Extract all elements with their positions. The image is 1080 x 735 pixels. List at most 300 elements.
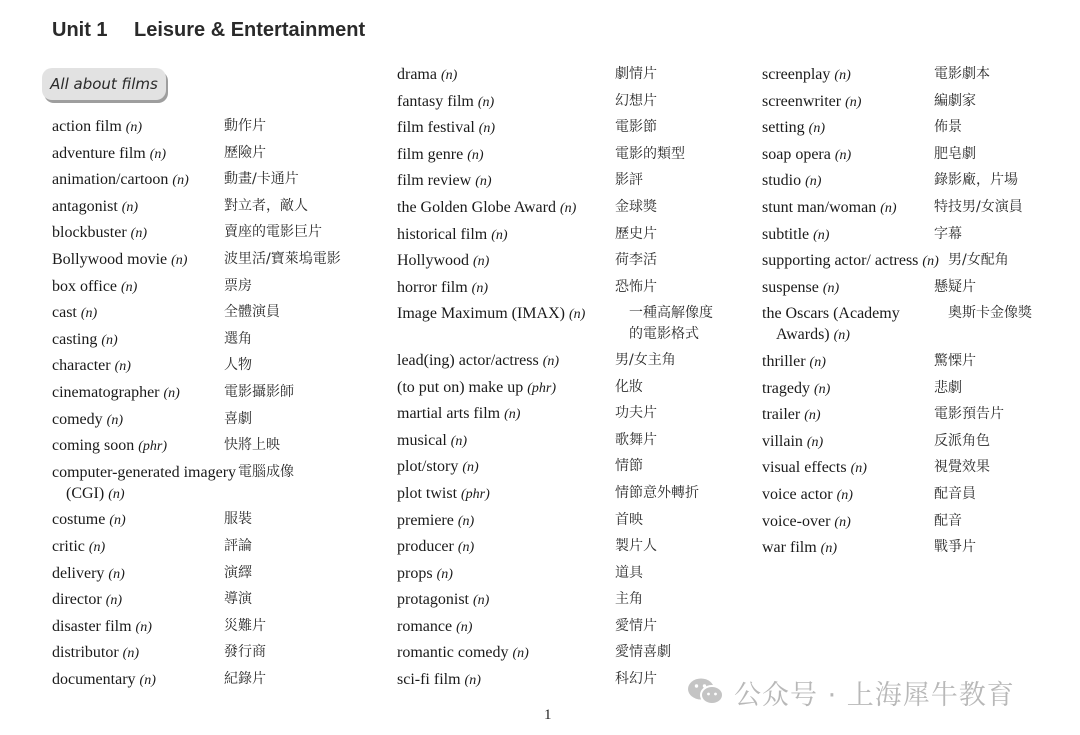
vocab-entry — [762, 170, 1032, 192]
vocab-term — [397, 430, 615, 452]
term-text: Bollywood movie — [52, 250, 168, 268]
term-text: plot/story — [397, 458, 459, 476]
chinese-translation: 幻想片 — [615, 92, 657, 109]
chinese-translation: 特技男/女演員 — [934, 198, 1023, 215]
vocab-term — [397, 642, 615, 664]
vocab-entry — [762, 250, 1032, 272]
vocab-term — [762, 224, 934, 246]
vocab-entry — [397, 350, 725, 372]
vocab-term — [52, 222, 224, 244]
chinese-translation: 歷史片 — [615, 225, 657, 242]
vocab-entry — [397, 669, 725, 691]
vocab-entry — [397, 377, 725, 399]
chinese-translation: 製片人 — [615, 538, 657, 555]
vocab-entry — [397, 536, 725, 558]
part-of-speech: (n) — [467, 147, 484, 163]
part-of-speech: (n) — [491, 227, 508, 243]
term-text: protagonist — [397, 591, 469, 609]
vocab-entry — [52, 642, 341, 664]
term-text: voice-over — [762, 512, 831, 530]
vocab-term — [52, 589, 224, 611]
vocab-term — [762, 250, 948, 272]
chinese-translation: 科幻片 — [615, 671, 657, 688]
vocab-entry — [52, 382, 341, 404]
vocab-term — [397, 197, 615, 219]
term-text: the Oscars (Academy Awards) — [762, 305, 900, 344]
term-text: villain — [762, 432, 803, 450]
part-of-speech: (n) — [105, 593, 123, 609]
part-of-speech: (n) — [542, 353, 560, 369]
chinese-translation: 服裝 — [224, 511, 252, 528]
vocab-entry — [397, 510, 725, 532]
part-of-speech: (n) — [80, 306, 98, 322]
vocab-term — [397, 403, 615, 425]
term-text: film festival — [397, 119, 475, 137]
vocab-entry — [52, 355, 341, 377]
part-of-speech: (n) — [130, 226, 147, 242]
vocab-term — [52, 462, 238, 505]
vocab-entry — [397, 303, 725, 345]
vocab-entry — [762, 457, 1032, 479]
vocab-term — [52, 355, 224, 377]
part-of-speech: (n) — [122, 646, 139, 662]
term-text: (to put on) make up — [397, 378, 524, 396]
term-text: box office — [52, 277, 118, 295]
vocab-term — [762, 404, 934, 426]
chinese-translation: 配音 — [934, 512, 962, 529]
chinese-translation: 化妝 — [615, 378, 643, 395]
vocab-entry — [52, 409, 341, 431]
vocab-entry — [762, 277, 1032, 299]
term-text: antagonist — [52, 197, 118, 215]
vocab-term — [52, 509, 224, 531]
vocab-entry — [397, 64, 725, 86]
vocab-term — [762, 91, 934, 113]
vocab-entry — [397, 144, 725, 166]
chinese-translation: 驚慄片 — [934, 352, 976, 369]
part-of-speech: (n) — [477, 94, 495, 110]
part-of-speech: (n) — [809, 354, 826, 370]
vocab-term — [762, 431, 934, 453]
vocab-term — [397, 64, 615, 86]
part-of-speech: (n) — [108, 566, 125, 582]
vocab-term — [762, 170, 934, 192]
chinese-translation: 對立者，敵人 — [224, 197, 308, 214]
part-of-speech: (n) — [106, 412, 123, 428]
part-of-speech: (n) — [845, 94, 862, 110]
part-of-speech: (n) — [512, 646, 529, 662]
part-of-speech: (n) — [836, 487, 853, 503]
vocab-entry — [397, 170, 725, 192]
vocab-column-1 — [52, 116, 341, 695]
unit-number: Unit 1 — [52, 18, 108, 41]
vocab-term — [397, 91, 615, 113]
vocab-entry — [397, 277, 725, 299]
part-of-speech: (n) — [475, 174, 492, 190]
vocab-term — [762, 511, 934, 533]
term-text: drama — [397, 66, 437, 83]
vocab-term — [397, 117, 615, 139]
term-text: film review — [397, 172, 472, 190]
term-text: fantasy film — [397, 92, 474, 110]
chinese-translation: 情節意外轉折 — [615, 484, 699, 501]
chinese-translation: 喜劇 — [224, 410, 252, 427]
chinese-translation: 紀錄片 — [224, 670, 266, 687]
term-text: premiere — [397, 511, 454, 529]
vocab-term — [397, 510, 615, 532]
term-text: blockbuster — [52, 224, 127, 242]
vocab-entry — [762, 91, 1032, 113]
chinese-translation: 票房 — [224, 277, 252, 294]
part-of-speech: (n) — [456, 619, 473, 635]
part-of-speech: (n) — [473, 254, 490, 270]
term-text: action film — [52, 118, 122, 135]
chinese-translation: 主角 — [615, 591, 643, 608]
vocab-entry — [52, 589, 341, 611]
term-text: romance — [397, 617, 453, 635]
part-of-speech: (n) — [806, 434, 824, 450]
part-of-speech: (phr) — [461, 486, 490, 502]
vocab-entry — [762, 224, 1032, 246]
part-of-speech: (n) — [834, 68, 851, 83]
term-text: subtitle — [762, 225, 810, 243]
vocab-entry — [762, 144, 1032, 166]
chinese-translation: 電影攝影師 — [224, 383, 294, 400]
part-of-speech: (n) — [101, 332, 118, 348]
term-text: screenwriter — [762, 92, 842, 110]
vocab-term — [52, 169, 224, 191]
vocab-column-3 — [762, 64, 1032, 564]
chinese-translation: 情節 — [615, 458, 643, 475]
part-of-speech: (n) — [139, 672, 156, 688]
chinese-translation: 奧斯卡金像獎 — [948, 305, 1032, 322]
vocab-entry — [52, 536, 341, 558]
part-of-speech: (n) — [471, 280, 488, 296]
vocab-term — [762, 351, 934, 373]
term-text: plot twist — [397, 484, 458, 502]
chinese-translation: 評論 — [224, 537, 252, 554]
vocab-term — [397, 377, 615, 399]
term-text: props — [397, 564, 433, 582]
vocab-term — [397, 144, 615, 166]
term-text: soap opera — [762, 145, 831, 163]
vocab-entry — [52, 563, 341, 585]
vocab-term — [762, 197, 934, 219]
vocab-entry — [52, 276, 341, 298]
vocab-term — [397, 456, 615, 478]
part-of-speech: (n) — [808, 121, 825, 137]
vocab-term — [762, 117, 934, 139]
term-text: delivery — [52, 564, 105, 582]
vocab-entry — [397, 589, 725, 611]
part-of-speech: (n) — [568, 307, 586, 323]
vocab-term — [762, 144, 934, 166]
vocab-term — [52, 116, 224, 138]
chinese-translation: 波里活/寶萊塢電影 — [224, 250, 341, 267]
vocab-term — [762, 537, 934, 559]
term-text: studio — [762, 172, 802, 190]
vocab-term — [397, 563, 615, 585]
vocab-entry — [52, 462, 341, 505]
part-of-speech: (n) — [109, 513, 126, 529]
chinese-translation: 賣座的電影巨片 — [224, 224, 322, 241]
term-text: supporting actor/ actress — [762, 252, 919, 270]
part-of-speech: (n) — [457, 540, 475, 556]
chinese-translation: 懸疑片 — [934, 278, 976, 295]
vocab-term — [397, 224, 615, 246]
chinese-translation: 錄影廠，片場 — [934, 172, 1018, 189]
chinese-translation: 一種高解像度的電影格式 — [629, 305, 713, 343]
vocab-term — [52, 143, 224, 165]
vocab-entry — [52, 509, 341, 531]
vocab-term — [397, 303, 629, 345]
part-of-speech: (n) — [504, 407, 521, 423]
term-text: adventure film — [52, 144, 146, 162]
chinese-translation: 反派角色 — [934, 432, 990, 449]
part-of-speech: (n) — [822, 280, 840, 296]
chinese-translation: 愛情片 — [615, 617, 657, 634]
vocab-term — [52, 329, 224, 351]
chinese-translation: 電影預告片 — [934, 406, 1004, 423]
vocab-term — [397, 589, 615, 611]
part-of-speech: (n) — [813, 227, 830, 243]
vocab-term — [762, 64, 934, 86]
term-text: comedy — [52, 410, 103, 428]
part-of-speech: (n) — [559, 200, 577, 216]
part-of-speech: (n) — [850, 461, 867, 477]
term-text: visual effects — [762, 459, 847, 477]
part-of-speech: (n) — [163, 385, 180, 401]
term-text: casting — [52, 330, 98, 348]
term-text: Hollywood — [397, 252, 469, 270]
chinese-translation: 功夫片 — [615, 405, 657, 422]
chinese-translation: 字幕 — [934, 225, 962, 242]
chinese-translation: 演繹 — [224, 564, 252, 581]
vocab-term — [762, 378, 934, 400]
part-of-speech: (n) — [833, 328, 850, 344]
term-text: lead(ing) actor/actress — [397, 351, 539, 369]
term-text: the Golden Globe Award — [397, 198, 556, 216]
term-text: disaster film — [52, 617, 132, 635]
term-text: character — [52, 357, 111, 375]
term-text: cast — [52, 304, 77, 322]
vocab-entry — [397, 456, 725, 478]
term-text: costume — [52, 511, 106, 529]
vocab-entry — [397, 91, 725, 113]
term-text: cinematographer — [52, 383, 160, 401]
chinese-translation: 電影節 — [615, 119, 657, 136]
term-text: producer — [397, 538, 454, 556]
part-of-speech: (n) — [813, 381, 831, 397]
vocab-entry — [397, 224, 725, 246]
part-of-speech: (n) — [171, 252, 188, 268]
term-text: tragedy — [762, 379, 810, 397]
term-text: thriller — [762, 352, 806, 370]
chinese-translation: 道具 — [615, 564, 643, 581]
term-text: sci-fi film — [397, 671, 461, 689]
vocab-entry — [52, 435, 341, 457]
vocab-entry — [762, 404, 1032, 426]
part-of-speech: (n) — [172, 173, 189, 189]
vocab-term — [397, 350, 615, 372]
vocab-entry — [762, 64, 1032, 86]
watermark — [686, 674, 1015, 710]
chinese-translation: 快將上映 — [224, 437, 280, 454]
section-label: All about films — [42, 68, 166, 100]
vocab-term — [397, 277, 615, 299]
term-text: setting — [762, 119, 805, 137]
vocab-entry — [397, 430, 725, 452]
chinese-translation: 動畫/卡通片 — [224, 171, 299, 188]
page-header — [52, 16, 365, 44]
term-text: voice actor — [762, 485, 833, 503]
part-of-speech: (n) — [121, 279, 138, 295]
vocab-entry — [52, 302, 341, 324]
vocab-entry — [397, 642, 725, 664]
chinese-translation: 人物 — [224, 357, 252, 374]
part-of-speech: (n) — [880, 200, 897, 216]
vocab-entry — [52, 143, 341, 165]
vocab-entry — [762, 511, 1032, 533]
part-of-speech: (n) — [473, 593, 490, 609]
term-text: screenplay — [762, 66, 831, 83]
part-of-speech: (n) — [440, 68, 458, 83]
vocab-entry — [52, 669, 341, 691]
vocab-term — [762, 303, 948, 346]
part-of-speech: (n) — [135, 619, 152, 635]
vocab-term — [52, 382, 224, 404]
vocab-term — [52, 249, 224, 271]
vocab-entry — [397, 197, 725, 219]
term-text: distributor — [52, 644, 119, 662]
vocab-entry — [397, 616, 725, 638]
vocab-term — [397, 616, 615, 638]
vocab-term — [52, 536, 224, 558]
chinese-translation: 編劇家 — [934, 92, 976, 109]
chinese-translation: 劇情片 — [615, 66, 657, 82]
vocab-term — [52, 563, 224, 585]
chinese-translation: 歌舞片 — [615, 431, 657, 448]
term-text: documentary — [52, 670, 136, 688]
term-text: historical film — [397, 225, 488, 243]
term-text: film genre — [397, 145, 464, 163]
vocab-term — [762, 484, 934, 506]
vocab-entry — [762, 431, 1032, 453]
part-of-speech: (n) — [834, 147, 852, 163]
vocab-term — [397, 669, 615, 691]
vocab-entry — [762, 351, 1032, 373]
term-text: Image Maximum (IMAX) — [397, 305, 565, 323]
vocab-term — [52, 669, 224, 691]
vocab-term — [397, 536, 615, 558]
part-of-speech: (n) — [922, 254, 939, 270]
vocab-entry — [52, 329, 341, 351]
vocab-entry — [52, 116, 341, 138]
chinese-translation: 配音員 — [934, 485, 976, 502]
part-of-speech: (n) — [149, 146, 167, 162]
vocab-term — [52, 642, 224, 664]
vocab-entry — [397, 563, 725, 585]
part-of-speech: (n) — [88, 539, 106, 555]
vocab-column-2 — [397, 64, 725, 696]
part-of-speech: (n) — [457, 513, 475, 529]
vocab-term — [52, 302, 224, 324]
vocab-entry — [762, 484, 1032, 506]
term-text: suspense — [762, 278, 819, 296]
term-text: romantic comedy — [397, 644, 509, 662]
vocab-entry — [52, 196, 341, 218]
term-text: animation/cartoon — [52, 171, 169, 189]
vocab-term — [52, 435, 224, 457]
part-of-speech: (n) — [121, 199, 139, 215]
chinese-translation: 動作片 — [224, 118, 266, 134]
part-of-speech: (n) — [464, 673, 481, 689]
chinese-translation: 佈景 — [934, 119, 962, 136]
term-text: musical — [397, 431, 447, 449]
part-of-speech: (n) — [834, 514, 851, 530]
chinese-translation: 導演 — [224, 591, 252, 608]
part-of-speech: (n) — [820, 541, 837, 557]
chinese-translation: 男/女主角 — [615, 351, 676, 368]
chinese-translation: 戰爭片 — [934, 539, 976, 556]
part-of-speech: (n) — [114, 359, 131, 375]
part-of-speech: (n) — [462, 460, 479, 476]
chinese-translation: 男/女配角 — [948, 252, 1009, 269]
vocab-entry — [762, 197, 1032, 219]
vocab-term — [52, 276, 224, 298]
vocab-entry — [762, 117, 1032, 139]
chinese-translation: 愛情喜劇 — [615, 644, 671, 661]
part-of-speech: (n) — [478, 121, 496, 137]
term-text: coming soon — [52, 437, 135, 455]
vocab-entry — [52, 222, 341, 244]
chinese-translation: 恐怖片 — [615, 278, 657, 295]
vocab-entry — [397, 403, 725, 425]
vocab-entry — [397, 117, 725, 139]
chinese-translation: 電腦成像 — [238, 463, 294, 480]
chinese-translation: 金球獎 — [615, 198, 657, 215]
part-of-speech: (n) — [436, 566, 453, 582]
chinese-translation: 電影劇本 — [934, 66, 990, 82]
term-text: critic — [52, 537, 85, 555]
vocab-term — [52, 616, 224, 638]
watermark-text: 公众号 · 上海犀牛教育 — [734, 679, 1015, 711]
vocab-entry — [397, 483, 725, 505]
unit-title: Leisure & Entertainment — [134, 18, 366, 41]
part-of-speech: (n) — [450, 433, 468, 449]
chinese-translation: 肥皂劇 — [934, 145, 976, 162]
chinese-translation: 選角 — [224, 330, 252, 347]
term-text: director — [52, 591, 102, 609]
vocab-term — [397, 483, 615, 505]
term-text: war film — [762, 539, 817, 557]
vocab-entry — [762, 537, 1032, 559]
vocab-term — [762, 277, 934, 299]
vocab-term — [52, 409, 224, 431]
vocab-term — [397, 250, 615, 272]
chinese-translation: 發行商 — [224, 644, 266, 661]
vocab-entry — [52, 616, 341, 638]
vocab-entry — [52, 169, 341, 191]
chinese-translation: 災難片 — [224, 617, 266, 634]
term-text: computer-generated imagery (CGI) — [52, 463, 237, 502]
term-text: martial arts film — [397, 405, 501, 423]
page-number: 1 — [544, 707, 552, 723]
part-of-speech: (n) — [108, 486, 125, 502]
vocab-entry — [762, 378, 1032, 400]
chinese-translation: 影評 — [615, 172, 643, 189]
term-text: stunt man/woman — [762, 198, 877, 216]
